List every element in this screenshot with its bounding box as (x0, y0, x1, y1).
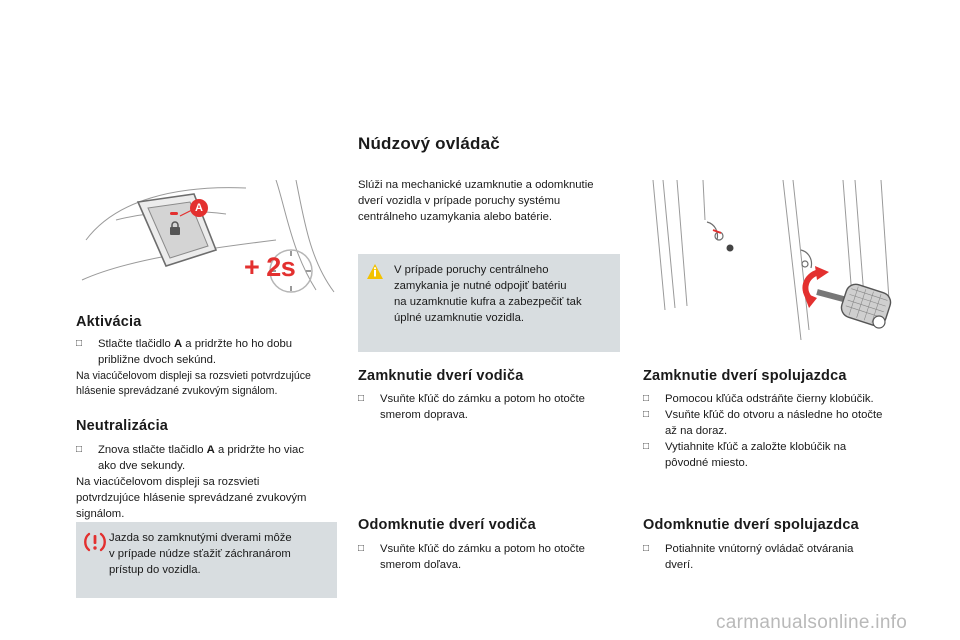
info-icon (366, 263, 384, 281)
neutralization-note: Na viacúčelovom displeji sa rozsvieti potvrdzujúce hlásenie sprevádzané zvukovým signálom. (76, 476, 307, 520)
info-text: V prípade poruchy centrálneho zamykania je nutné odpojiť batériu na uzamknutie kufra a zabezpečiť tak úplné uzamknutie vozidla. (394, 264, 582, 324)
unlock-driver-bullet: □ Vsuňte kľúč do zámku a potom ho otočte smerom doľava. (358, 543, 585, 571)
lock-driver-title: Zamknutie dverí vodiča (358, 368, 524, 384)
warning-box (76, 522, 337, 598)
unlock-passenger-title: Odomknutie dverí spolujazdca (643, 517, 859, 533)
bullet-marker-icon: □ (358, 543, 365, 554)
list-item: □ Vsuňte kľúč do otvoru a následne ho otočte (643, 409, 883, 421)
bullet-marker-icon: □ (643, 393, 650, 404)
bullet-marker-icon: □ (643, 543, 650, 554)
activation-bullet: □ Stlačte tlačidlo A a pridržte ho ho dobu približne dvoch sekúnd. (76, 336, 346, 368)
bullet-marker-icon: □ (358, 393, 365, 404)
bullet-marker-icon: □ (643, 409, 650, 420)
activation-note: Na viacúčelovom displeji sa rozsvieti potvrdzujúce hlásenie sprevádzané zvukovým signálom. (76, 370, 311, 397)
activation-title: Aktivácia (76, 314, 142, 330)
neutralization-title: Neutralizácia (76, 418, 169, 434)
lock-driver-bullet: □ Vsuňte kľúč do zámku a potom ho otočte smerom doprava. (358, 393, 585, 421)
info-box (358, 254, 620, 352)
key-cylinder-illustration (643, 180, 901, 340)
watermark-text: carmanualsonline.info (716, 612, 908, 633)
warning-text: Jazda so zamknutými dverami môže v prípade núdze sťažiť záchranárom prístup do vozidla. (109, 532, 292, 576)
unlock-driver-title: Odomknutie dverí vodiča (358, 517, 536, 533)
bullet-marker-icon: □ (76, 444, 83, 455)
list-item: □ Pomocou kľúča odstráňte čierny klobúčik. (643, 393, 874, 405)
activation-bullet-line2: približne dvoch sekúnd. (98, 354, 217, 366)
neutralization-bullet: □ Znova stlačte tlačidlo A a pridržte ho viac ako dve sekundy. (76, 442, 346, 474)
timer-label: + 2s (244, 252, 296, 282)
callout-a-badge: A (190, 199, 208, 217)
lock-passenger-title: Zamknutie dverí spolujazdca (643, 368, 847, 384)
list-item: □ Vytiahnite kľúč a založte klobúčik na (643, 441, 847, 453)
intro-paragraph: Slúži na mechanické uzamknutie a odomknutie dverí vozidla v prípade poruchy systému centrálneho uzamykania alebo batérie. (358, 179, 594, 223)
page-title: Núdzový ovládač (358, 134, 500, 153)
warning-icon (84, 532, 106, 552)
unlock-passenger-bullet: □ Potiahnite vnútorný ovládač otvárania dverí. (643, 543, 854, 571)
neutralization-bullet-line2: ako dve sekundy. (98, 460, 186, 472)
bullet-marker-icon: □ (643, 441, 650, 452)
lock-passenger-bullets: □ Pomocou kľúča odstráňte čierny klobúčik. □ Vsuňte kľúč do otvoru a následne ho otočte až na doraz. □ Vytiahnite kľúč a založte klobúčik na pôvodné miesto. (643, 391, 913, 471)
bullet-marker-icon: □ (76, 338, 83, 349)
